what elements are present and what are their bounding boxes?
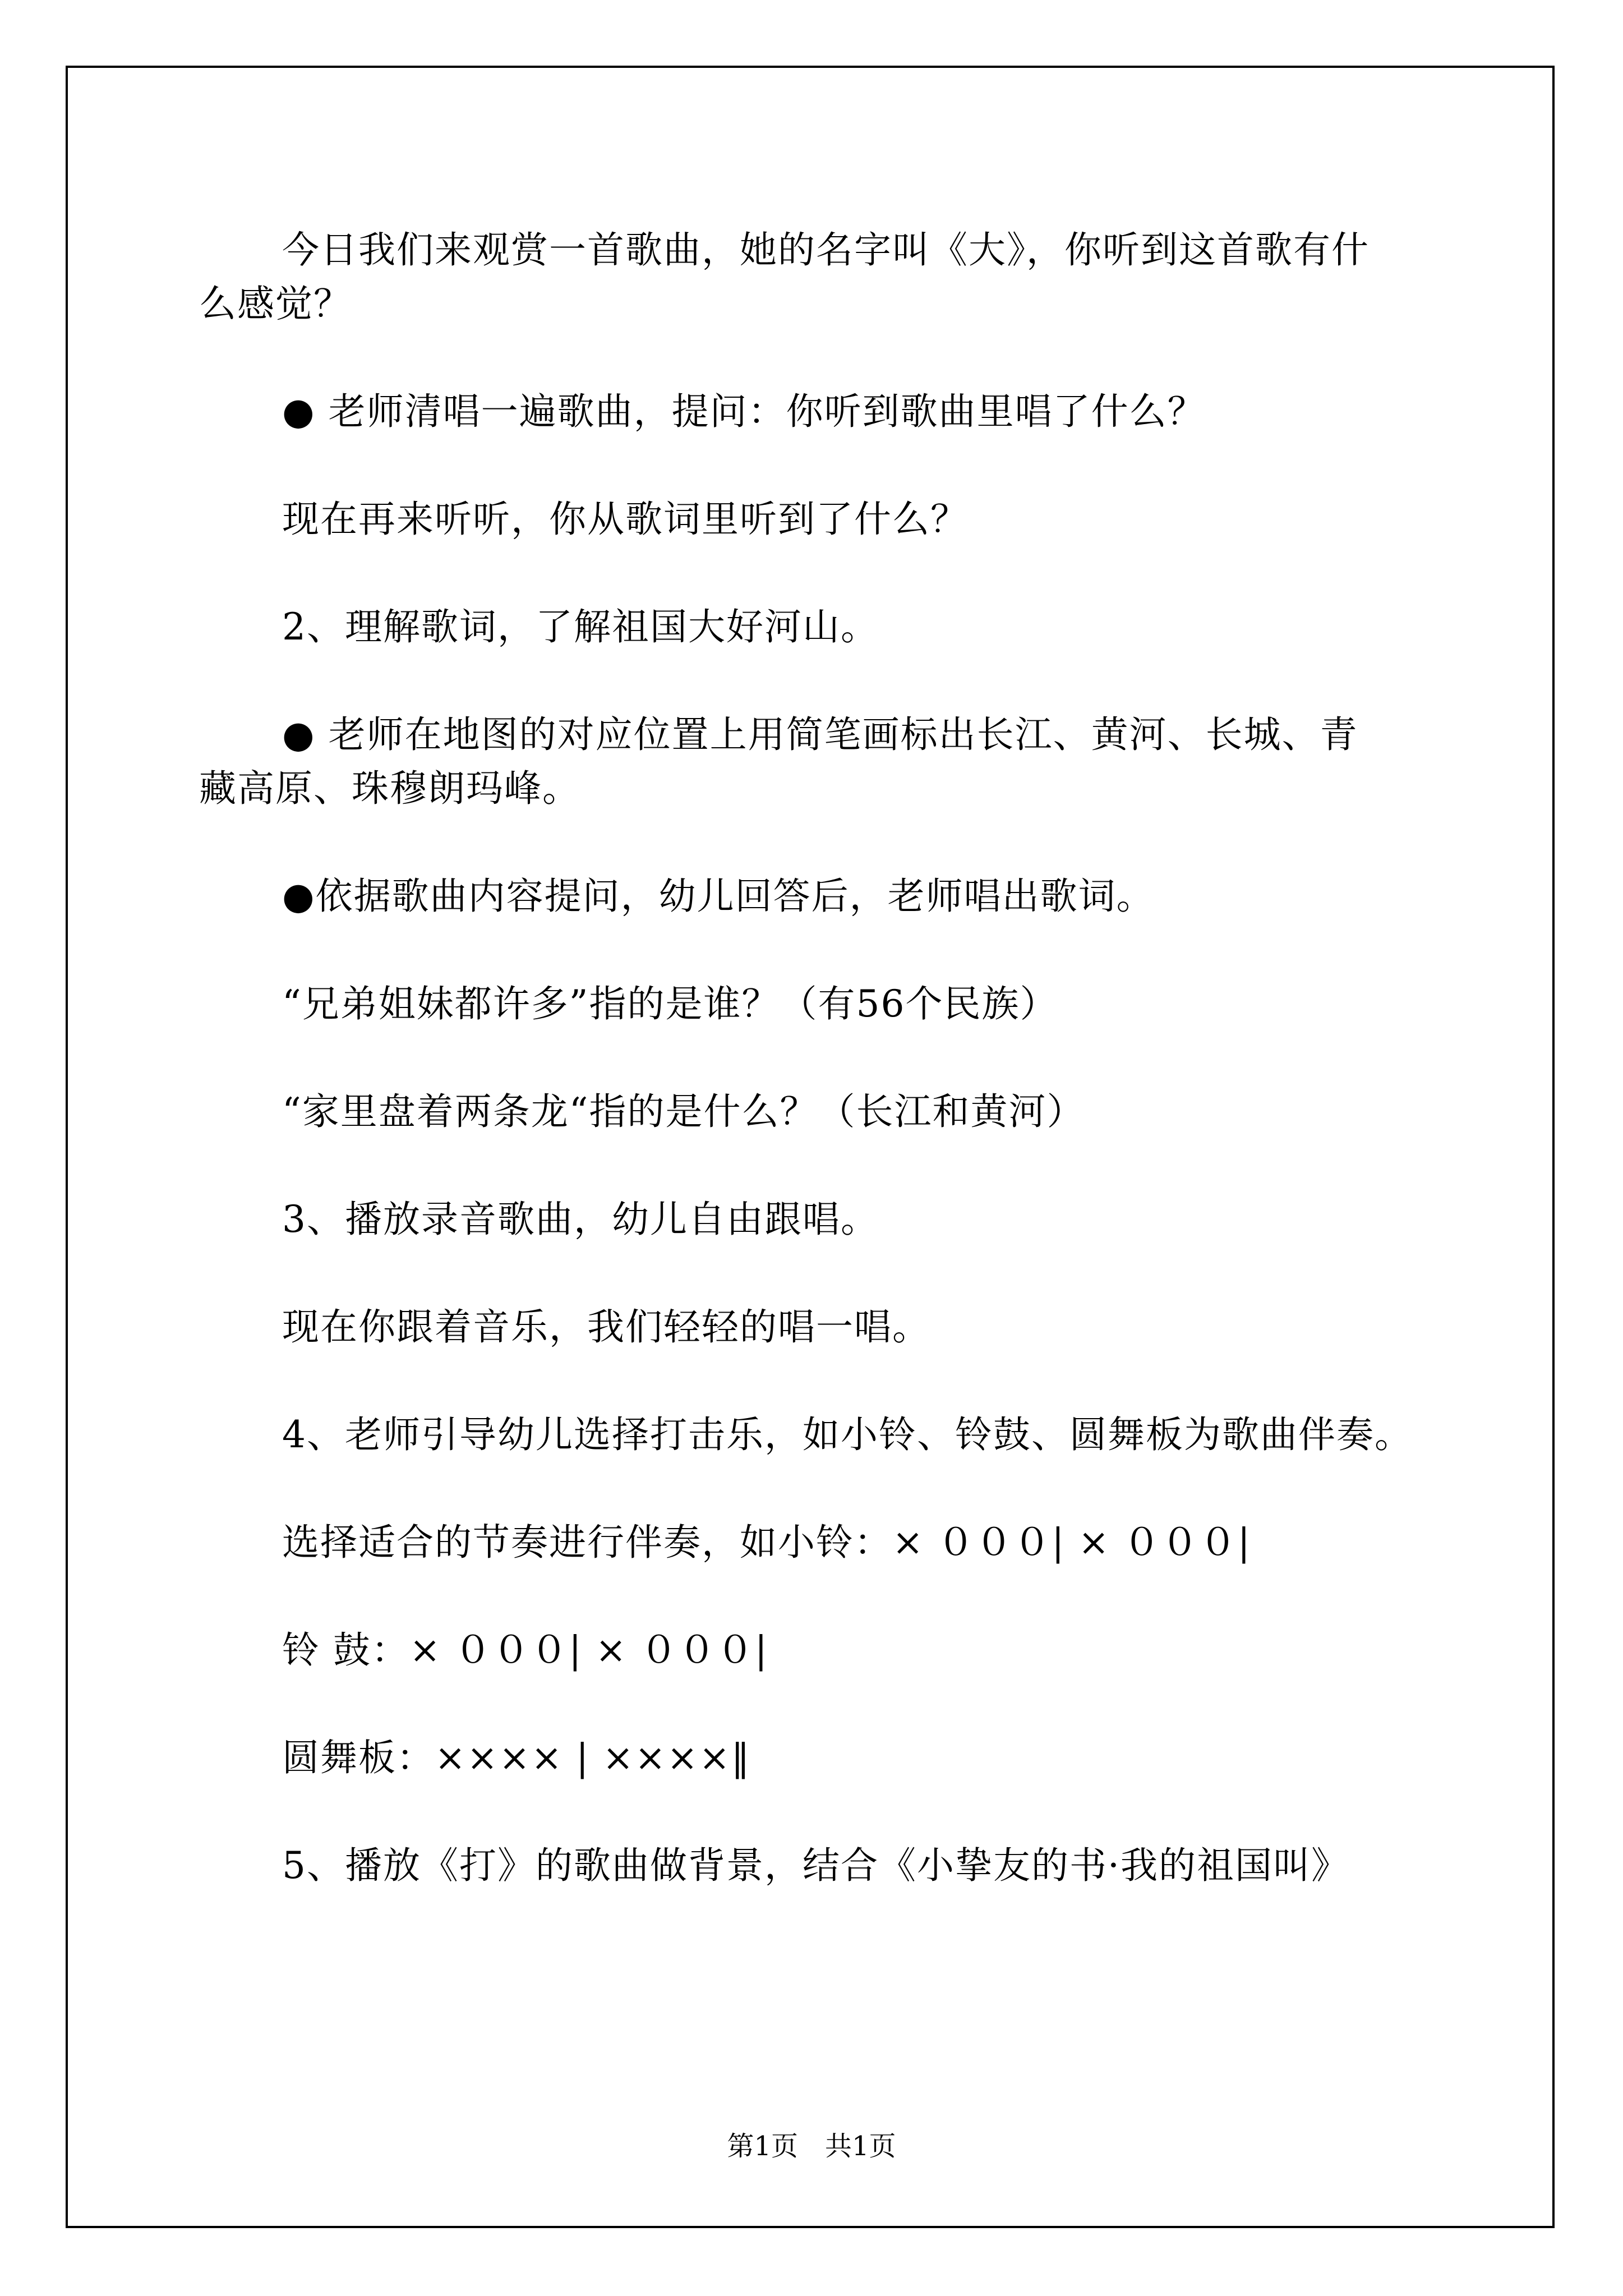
paragraph-line: 藏高原、珠穆朗玛峰。 xyxy=(199,767,580,810)
paragraph-line: 现在再来听听，你从歌词里听到了什么？ xyxy=(282,498,969,541)
paragraph-line: “家里盘着两条龙“指的是什么？（长江和黄河） xyxy=(282,1090,1085,1133)
paragraph-line: 2、理解歌词，了解祖国大好河山。 xyxy=(282,605,879,648)
paragraph-line: 么感觉？ xyxy=(199,282,352,325)
page-number-footer: 第1页 共1页 xyxy=(727,2131,896,2162)
paragraph-line: ● 老师清唱一遍歌曲，提问：你听到歌曲里唱了什么？ xyxy=(282,390,1206,433)
document-body xyxy=(199,223,1467,1893)
paragraph-line: ● 老师在地图的对应位置上用简笔画标出长江、黄河、长城、青 xyxy=(282,713,1358,756)
paragraph-line: ●依据歌曲内容提问，幼儿回答后，老师唱出歌词。 xyxy=(282,875,1155,918)
paragraph-line: “兄弟姐妹都许多”指的是谁？（有56个民族） xyxy=(282,982,1058,1025)
paragraph-line: 5、播放《打》的歌曲做背景，结合《小挚友的书·我的祖国叫》 xyxy=(282,1844,1349,1887)
paragraph-line: 4、老师引导幼儿选择打击乐，如小铃、铃鼓、圆舞板为歌曲伴奏。 xyxy=(282,1413,1413,1456)
paragraph-line: 3、播放录音歌曲，幼儿自由跟唱。 xyxy=(282,1198,879,1241)
paragraph-line: 今日我们来观赏一首歌曲，她的名字叫《大》，你听到这首歌有什 xyxy=(282,228,1370,272)
rhythm-line: 铃 鼓：× ０００| × ０００| xyxy=(282,1628,768,1672)
rhythm-line: 圆舞板：×××× | ××××‖ xyxy=(282,1736,751,1779)
rhythm-line: 选择适合的节奏进行伴奏，如小铃：× ０００| × ０００| xyxy=(282,1521,1252,1564)
paragraph-line: 现在你跟着音乐，我们轻轻的唱一唱。 xyxy=(282,1305,930,1349)
